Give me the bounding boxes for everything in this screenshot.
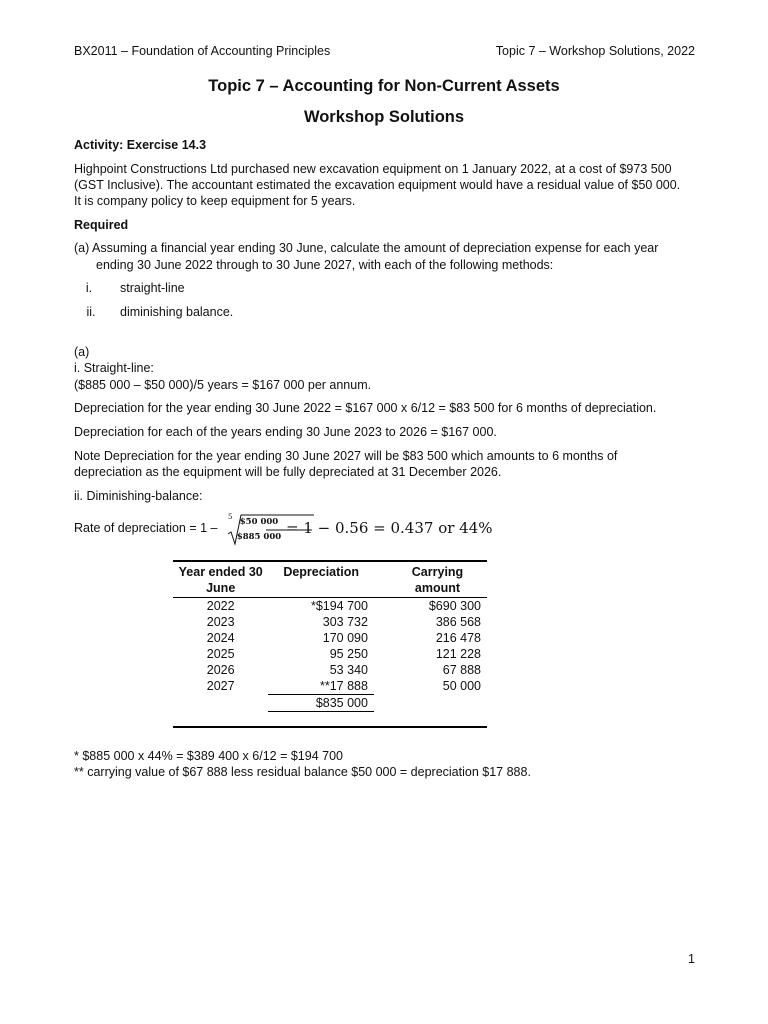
header-course: BX2011 – Foundation of Accounting Principles [74, 44, 331, 58]
table-row [173, 614, 487, 630]
depreciation-cell: 95 250 [329, 647, 368, 661]
footnote-2: ** carrying value of $67 888 less residual balance $50 000 = depreciation $17 888. [74, 765, 531, 779]
year-cell: 2026 [206, 663, 235, 677]
required-heading: Required [74, 218, 129, 232]
year-cell: 2027 [206, 679, 235, 694]
table-row [173, 646, 487, 662]
fraction-numerator: $50 000 [239, 517, 279, 527]
carrying-cell: 121 228 [435, 647, 481, 661]
required-part-a-line-1: (a) Assuming a financial year ending 30 June, calculate the amount of depreciation expense for each year [74, 241, 659, 255]
scenario-line-2: (GST Inclusive). The accountant estimated the excavation equipment would have a residual value of $50 000. [74, 178, 681, 192]
footnote-1: * $885 000 x 44% = $389 400 x 6/12 = $194 700 [74, 749, 343, 763]
total-depreciation: $835 000 [268, 695, 374, 712]
year-cell: 2024 [206, 631, 235, 645]
rate-result: = 1 − 0.56 = 0.437 or 44% [286, 519, 493, 537]
depreciation-cell: **17 888 [320, 679, 368, 693]
table-row [173, 598, 487, 615]
header-year: Year ended 30 June [178, 565, 263, 595]
carrying-cell: 50 000 [442, 679, 481, 694]
table-total-row [173, 695, 487, 712]
depreciation-cell: 53 340 [329, 663, 368, 677]
scenario-line-1: Highpoint Constructions Ltd purchased new excavation equipment on 1 January 2022, at a cost of $973 500 [74, 162, 672, 176]
carrying-cell: 67 888 [442, 663, 481, 677]
straight-line-heading: i. Straight-line: [74, 361, 154, 375]
depreciation-table [173, 560, 487, 728]
scenario-line-3: It is company policy to keep equipment for 5 years. [74, 194, 356, 208]
root-index: 5 [228, 513, 233, 521]
rate-label: Rate of depreciation = 1 – [74, 521, 218, 535]
carrying-cell: 386 568 [435, 615, 481, 629]
depreciation-cell: 303 732 [322, 615, 368, 629]
carrying-cell: $690 300 [428, 599, 481, 613]
page-title: Topic 7 – Accounting for Non-Current Assets [208, 77, 560, 95]
depreciation-cell: *$194 700 [310, 599, 368, 613]
page-number: 1 [688, 952, 695, 966]
diminishing-heading: ii. Diminishing-balance: [74, 489, 203, 503]
fraction-denominator: $885 000 [236, 532, 282, 542]
note-line-2: depreciation as the equipment will be fully depreciated at 31 December 2026. [74, 465, 502, 479]
year-cell: 2023 [206, 615, 235, 629]
header-depreciation: Depreciation [283, 565, 360, 579]
page-subtitle: Workshop Solutions [303, 108, 465, 126]
depreciation-2023-2026-text: Depreciation for each of the years ending 30 June 2023 to 2026 = $167 000. [74, 425, 497, 439]
required-part-a-line-2: ending 30 June 2022 through to 30 June 2027, with each of the following methods: [96, 258, 554, 272]
depreciation-cell: 170 090 [322, 631, 368, 645]
activity-heading: Activity: Exercise 14.3 [74, 138, 207, 152]
header-topic: Topic 7 – Workshop Solutions, 2022 [495, 44, 695, 58]
carrying-cell: 216 478 [435, 631, 481, 645]
list-num-1: i. [85, 281, 93, 295]
year-cell: 2022 [206, 599, 235, 613]
straight-line-formula: ($885 000 – $50 000)/5 years = $167 000 per annum. [74, 378, 372, 392]
table-bottom-rule [173, 726, 487, 727]
note-line-1: Note Depreciation for the year ending 30 June 2027 will be $83 500 which amounts to 6 months of [74, 449, 618, 463]
depreciation-2022-text: Depreciation for the year ending 30 June 2022 = $167 000 x 6/12 = $83 500 for 6 months of depreciation. [74, 401, 657, 415]
table-header-row [173, 561, 487, 598]
list-num-2: ii. [86, 305, 96, 319]
solution-label: (a) [74, 345, 90, 359]
list-item-diminishing-balance: diminishing balance. [120, 305, 234, 319]
year-cell: 2025 [206, 647, 235, 661]
table-row [173, 662, 487, 678]
table-row [173, 630, 487, 646]
header-carrying: Carrying amount [411, 565, 464, 595]
list-item-straight-line: straight-line [120, 281, 185, 295]
table-row [173, 678, 487, 695]
